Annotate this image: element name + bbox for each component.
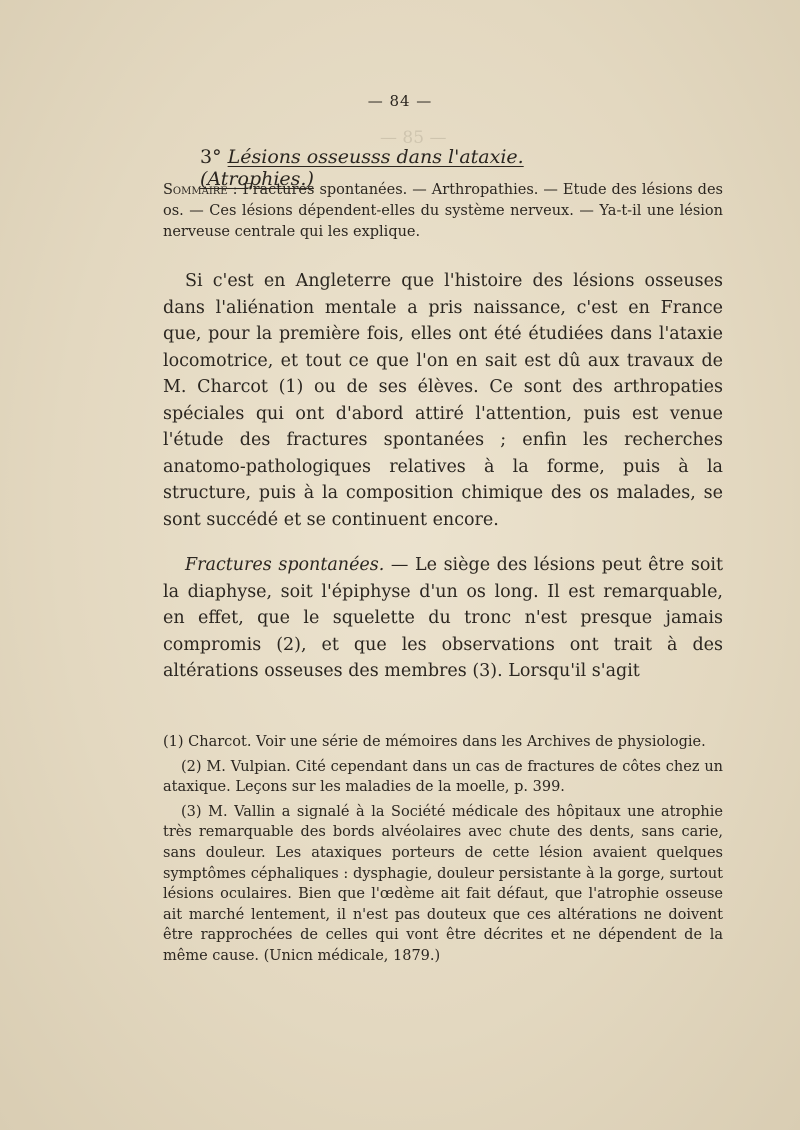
- page-number: — 84 —: [367, 92, 433, 110]
- paragraph: [163, 552, 723, 685]
- summary-label: Sommaire: [163, 182, 228, 198]
- footnote: (3) M. Vallin a signalé à la Société médicale des hôpitaux une atrophie très remarquable des bords alvéolaires avec chute des dents, sans carie, sans douleur. Les ataxiques porteurs de cette lésion avaient quelques symptômes céphaliques : dysphagie, douleur persistante à la gorge, surtout lésions oculaires. Bien que l'œdème ait fait défaut, que l'atrophie osseuse ait marché lentement, il n'est pas douteux que ces altérations ne doivent être rapprochées de celles qui vont être décrites et ne dépendent de la même cause. (Unicn médicale, 1879.): [163, 803, 723, 964]
- paragraph-text: — Le siège des lésions peut être soit la diaphyse, soit l'épiphyse d'un os long. Il est remarquable, en effet, que le squelette du tronc n'est presque jamais compromis (2), et que les observations ont trait à des altérations osseuses des membres (3). Lorsqu'il s'agit: [163, 555, 723, 681]
- bleed-through-page-number: — 85 —: [380, 128, 447, 148]
- footnote: (2) M. Vulpian. Cité cependant dans un cas de fractures de côtes chez un ataxique. Leçons sur les maladies de la moelle, p. 399.: [163, 758, 723, 796]
- section-title-text: Lésions osseusss dans l'ataxie. (Atrophies.): [200, 146, 524, 190]
- paragraph-lead: Fractures spontanées.: [185, 555, 385, 575]
- paragraph: [163, 268, 723, 533]
- summary-text: : Fractures spontanées. — Arthropathies. — Etude des lésions des os. — Ces lésions dépendent-elles du système nerveux. — Ya-t-il une lésion nerveuse centrale qui les explique.: [163, 182, 723, 240]
- footnote: (1) Charcot. Voir une série de mémoires dans les Archives de physiologie.: [163, 734, 706, 750]
- section-number: 3°: [200, 146, 222, 168]
- summary: [163, 180, 723, 243]
- footnotes: [163, 732, 723, 971]
- paragraph-text: Si c'est en Angleterre que l'histoire des lésions osseuses dans l'aliénation mentale a pris naissance, c'est en France que, pour la première fois, elles ont été étudiées dans l'ataxie locomotrice, et tout ce que l'on en sait est dû aux travaux de M. Charcot (1) ou de ses élèves. Ce sont des arthropaties spéciales qui ont d'abord attiré l'attention, puis est venue l'étude des fractures spontanées ; enfin les recherches anatomo-pathologiques relatives à la forme, puis à la structure, puis à la composition chimique des os malades, se sont succédé et se continuent encore.: [163, 271, 723, 530]
